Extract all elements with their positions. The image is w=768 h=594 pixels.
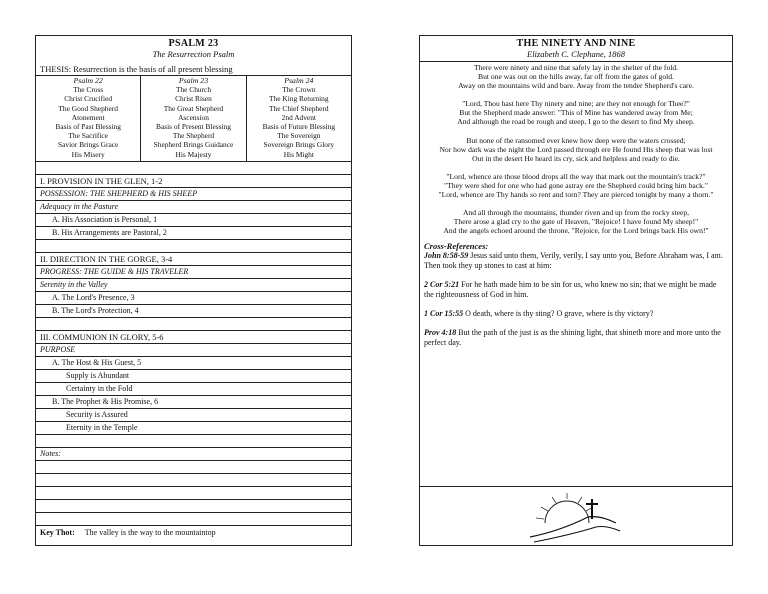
psalm-column-line: Christ Risen bbox=[175, 94, 212, 104]
psalm-column-line: The Great Shepherd bbox=[163, 103, 224, 113]
hymn-line: There arose a glad cry to the gate of Heaven, "Rejoice! I have found My sheep!" bbox=[453, 217, 699, 227]
psalm-column-line: Basis of Past Blessing bbox=[55, 122, 121, 132]
psalm-column-line: The Sovereign bbox=[277, 131, 321, 141]
psalm-column-line: Savior Brings Grace bbox=[57, 140, 119, 150]
hymn-line: "They were shed for one who had gone astray ere the Shepherd could bring him back." bbox=[444, 180, 708, 190]
hymn-author: Elizabeth C. Clephane, 1868 bbox=[527, 49, 625, 59]
hymn-line: And all through the mountains, thunder riven and up from the rocky steep, bbox=[462, 208, 690, 218]
sunrise-cross-hill-icon bbox=[420, 487, 732, 545]
cross-references-heading: Cross-References: bbox=[424, 241, 489, 252]
psalm-column-heading: Psalm 24 bbox=[284, 76, 314, 85]
reference-text: But the path of the just is as the shining light, that shineth more and more unto the perfect day. bbox=[424, 328, 721, 348]
hymn-panel bbox=[419, 35, 733, 546]
sermon-outline-panel bbox=[35, 35, 352, 546]
psalm-column-line: His Majesty bbox=[175, 149, 212, 159]
hymn-line: Nor how dark was the night the Lord passed through ere He found His sheep that was lost bbox=[439, 144, 713, 154]
outline-point: A. His Association is Personal, 1 bbox=[36, 214, 351, 227]
psalm-column-line: 2nd Advent bbox=[281, 112, 316, 122]
hymn-line: But the Shepherd made answer: "This of Mine has wandered away from Me; bbox=[459, 108, 693, 118]
hymn-line: But one was out on the hills away, far off from the gates of gold. bbox=[478, 72, 674, 82]
notes-line bbox=[36, 513, 351, 526]
psalm-column-line: The King Returning bbox=[269, 94, 329, 104]
outline-subpoint: Eternity in the Temple bbox=[36, 422, 351, 435]
psalm-column-line: His Misery bbox=[71, 149, 105, 159]
blank-line bbox=[36, 240, 351, 253]
hymn-line: And although the road be rough and steep, I go to the desert to find My sheep. bbox=[457, 117, 695, 127]
section-subtheme: Serenity in the Valley bbox=[36, 279, 351, 292]
psalm-column bbox=[140, 76, 245, 161]
reference-text: For he hath made him to be sin for us, who knew no sin; that we might be made the righteousness of God in him. bbox=[424, 280, 717, 300]
cross-reference bbox=[424, 251, 728, 271]
hymn-title: THE NINETY AND NINE bbox=[516, 38, 636, 49]
reference-citation: John 8:58-59 bbox=[424, 251, 469, 261]
notes-label: Notes: bbox=[36, 448, 351, 461]
section-heading: III. COMMUNION IN GLORY, 5-6 bbox=[36, 331, 351, 344]
notes-line bbox=[36, 487, 351, 500]
section-heading: II. DIRECTION IN THE GORGE, 3-4 bbox=[36, 253, 351, 266]
psalm-column-line: Basis of Present Blessing bbox=[156, 122, 231, 132]
cross-reference bbox=[424, 309, 728, 319]
hymn-line: Away on the mountains wild and bare. Away from the tender Shepherd's care. bbox=[458, 81, 694, 91]
psalm-column-line: The Chief Shepherd bbox=[269, 103, 329, 113]
hymn-stanza bbox=[426, 63, 726, 90]
notes-line bbox=[36, 474, 351, 487]
hymn-line: There were ninety and nine that safely lay in the shelter of the fold. bbox=[473, 63, 679, 72]
section-theme: PURPOSE bbox=[36, 344, 351, 357]
notes-line bbox=[36, 500, 351, 513]
outline-header bbox=[36, 36, 351, 76]
psalm-comparison-table bbox=[36, 76, 351, 162]
outline-title: PSALM 23 bbox=[168, 38, 219, 49]
blank-line bbox=[36, 435, 351, 448]
key-thought-label: Key Thot: bbox=[40, 527, 75, 537]
section-subtheme: Adequacy in the Pasture bbox=[36, 201, 351, 214]
hymn-line: "Lord, whence are those blood drops all the way that mark out the mountain's track?" bbox=[446, 171, 706, 181]
outline-subpoint: Security is Assured bbox=[36, 409, 351, 422]
psalm-column bbox=[36, 76, 140, 161]
outline-point: B. His Arrangements are Pastoral, 2 bbox=[36, 227, 351, 240]
hymn-line: And the angels echoed around the throne, "Rejoice, for the Lord brings back His own!" bbox=[443, 226, 709, 236]
notes-line bbox=[36, 461, 351, 474]
psalm-column-line: The Good Shepherd bbox=[58, 103, 118, 113]
hymn-line: But none of the ransomed ever knew how deep were the waters crossed; bbox=[466, 135, 686, 145]
cross-reference bbox=[424, 328, 728, 348]
hymn-stanza bbox=[426, 208, 726, 235]
reference-text: O death, where is thy sting? O grave, where is thy victory? bbox=[465, 309, 654, 319]
psalm-column-line: The Crown bbox=[282, 85, 316, 95]
illustration-area bbox=[420, 486, 732, 545]
hymn-line: "Lord, whence are Thy hands so rent and torn? They are pierced tonight by many a thorn." bbox=[438, 190, 714, 200]
psalm-column-line: The Cross bbox=[73, 85, 104, 95]
psalm-column-line: Ascension bbox=[178, 112, 209, 122]
reference-text: Jesus said unto them, Verily, verily, I say unto you, Before Abraham was, I am. Then took they up stones to cast at him: bbox=[424, 251, 723, 271]
psalm-column-line: Sovereign Brings Glory bbox=[263, 140, 335, 150]
cross-references bbox=[420, 241, 732, 348]
reference-citation: 1 Cor 15:55 bbox=[424, 309, 464, 319]
psalm-column-line: Christ Crucified bbox=[64, 94, 113, 104]
key-thought bbox=[36, 526, 351, 540]
hymn-stanza bbox=[426, 136, 726, 163]
thesis-line: THESIS: Resurrection is the basis of all present blessing bbox=[40, 64, 233, 74]
blank-line bbox=[36, 162, 351, 175]
key-thought-text: The valley is the way to the mountaintop bbox=[84, 527, 216, 537]
section-theme: PROGRESS: THE GUIDE & HIS TRAVELER bbox=[36, 266, 351, 279]
outline-subtitle: The Resurrection Psalm bbox=[152, 49, 235, 59]
reference-citation: Prov 4:18 bbox=[424, 328, 457, 338]
outline-point: B. The Prophet & His Promise, 6 bbox=[36, 396, 351, 409]
hymn-stanza bbox=[426, 99, 726, 126]
reference-citation: 2 Cor 5:21 bbox=[424, 280, 460, 290]
outline-subpoint: Certainty in the Fold bbox=[36, 383, 351, 396]
outline-point: A. The Host & His Guest, 5 bbox=[36, 357, 351, 370]
outline-point: B. The Lord's Protection, 4 bbox=[36, 305, 351, 318]
psalm-column-line: Basis of Future Blessing bbox=[262, 122, 336, 132]
section-heading: I. PROVISION IN THE GLEN, 1-2 bbox=[36, 175, 351, 188]
hymn-line: Out in the desert He heard its cry, sick and helpless and ready to die. bbox=[472, 153, 680, 163]
blank-line bbox=[36, 318, 351, 331]
psalm-column-line: The Sacrifice bbox=[68, 131, 108, 141]
hymn-line: "Lord, Thou hast here Thy ninety and nine; are they not enough for Thee?" bbox=[462, 99, 690, 109]
psalm-column-line: The Shepherd bbox=[172, 131, 215, 141]
cross-reference bbox=[424, 280, 728, 300]
psalm-column-line: Shepherd Brings Guidance bbox=[153, 140, 234, 150]
hymn-stanza bbox=[426, 172, 726, 199]
psalm-column-line: His Might bbox=[283, 149, 314, 159]
psalm-column-heading: Psalm 23 bbox=[178, 76, 209, 85]
psalm-column-line: The Church bbox=[175, 85, 212, 95]
outline-point: A. The Lord's Presence, 3 bbox=[36, 292, 351, 305]
psalm-column bbox=[246, 76, 351, 161]
outline-subpoint: Supply is Abundant bbox=[36, 370, 351, 383]
psalm-column-line: Atonement bbox=[71, 112, 105, 122]
hymn-header bbox=[420, 36, 732, 62]
section-theme: POSSESSION: THE SHEPHERD & HIS SHEEP bbox=[36, 188, 351, 201]
hymn-lyrics bbox=[420, 63, 732, 235]
psalm-column-heading: Psalm 22 bbox=[73, 76, 103, 85]
